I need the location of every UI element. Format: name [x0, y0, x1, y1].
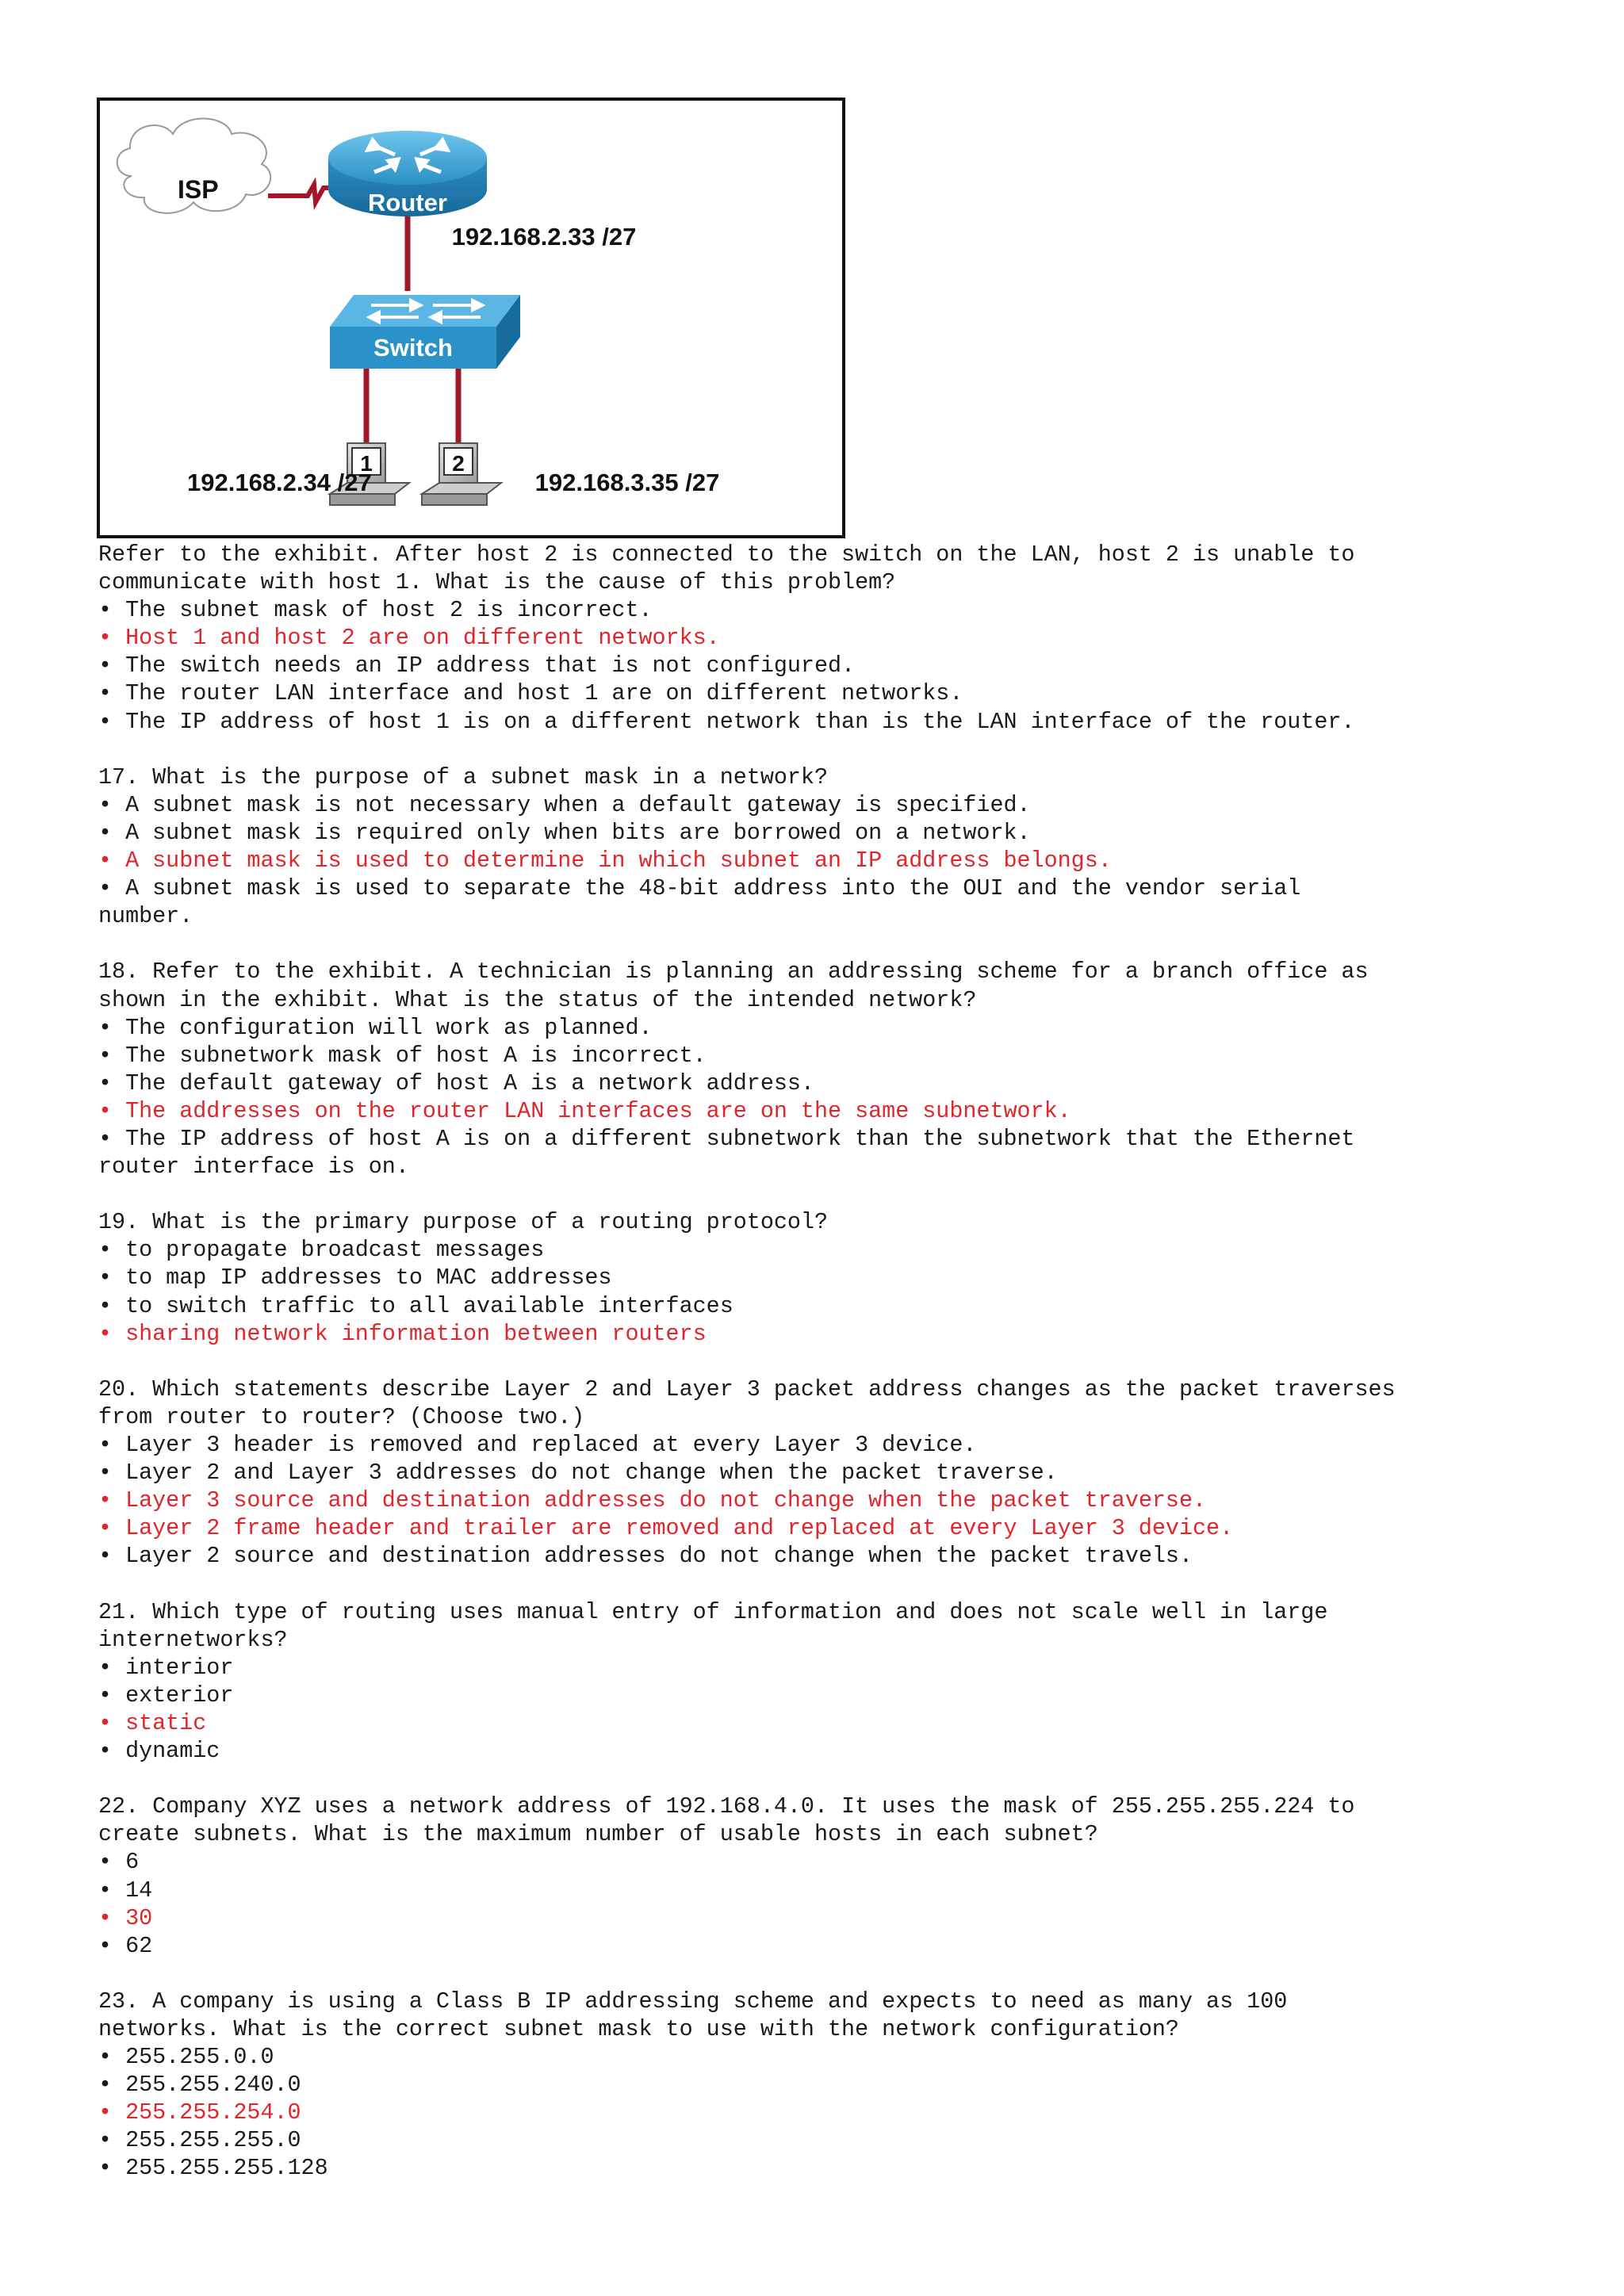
answer-option: • A subnet mask is used to separate the 48-bit address into the OUI and the vendor serial: [98, 875, 1301, 902]
question-block-q16: [98, 541, 1605, 736]
question-gap: [98, 1765, 1605, 1793]
question-text-body: [98, 541, 1605, 2183]
network-diagram: [100, 101, 842, 535]
question-block-q21: [98, 1598, 1605, 1766]
answer-option: • exterior: [98, 1682, 234, 1709]
question-block-q17: [98, 763, 1605, 931]
answer-option: • The default gateway of host A is a network address.: [98, 1070, 814, 1096]
correct-answer-option: • Layer 2 frame header and trailer are removed and replaced at every Layer 3 device.: [98, 1515, 1234, 1542]
answer-option: • 62: [98, 1932, 153, 1959]
question-text: 17. What is the purpose of a subnet mask in a network?: [98, 763, 829, 790]
answer-option: • Layer 3 header is removed and replaced at every Layer 3 device.: [98, 1432, 977, 1458]
question-text: create subnets. What is the maximum number of usable hosts in each subnet?: [98, 1821, 1098, 1848]
question-block-q20: [98, 1376, 1605, 1571]
question-text: 21. Which type of routing uses manual entry of information and does not scale well in large: [98, 1598, 1328, 1625]
question-block-q23: [98, 1988, 1605, 2183]
host2-number: 2: [452, 451, 465, 476]
answer-option: • A subnet mask is not necessary when a default gateway is specified.: [98, 791, 1031, 818]
answer-option: • to propagate broadcast messages: [98, 1237, 545, 1264]
answer-option: • Layer 2 source and destination addresses do not change when the packet travels.: [98, 1543, 1193, 1570]
answer-option: • 255.255.0.0: [98, 2044, 274, 2071]
answer-option: number.: [98, 903, 193, 930]
answer-option: • The router LAN interface and host 1 are on different networks.: [98, 680, 963, 707]
question-text: internetworks?: [98, 1626, 288, 1653]
correct-answer-option: • Host 1 and host 2 are on different networks.: [98, 625, 720, 652]
correct-answer-option: • Layer 3 source and destination addresses do not change when the packet traverse.: [98, 1487, 1207, 1514]
question-text: networks. What is the correct subnet mask to use with the network configuration?: [98, 2015, 1179, 2042]
question-text: Refer to the exhibit. After host 2 is connected to the switch on the LAN, host 2 is unable to: [98, 541, 1355, 568]
correct-answer-option: • 30: [98, 1904, 153, 1931]
answer-option: • The subnet mask of host 2 is incorrect.: [98, 597, 653, 624]
answer-option: • dynamic: [98, 1738, 220, 1765]
question-text: communicate with host 1. What is the cause of this problem?: [98, 569, 896, 596]
answer-option: • 6: [98, 1849, 140, 1876]
correct-answer-option: • 255.255.254.0: [98, 2099, 301, 2126]
question-block-q18: [98, 958, 1605, 1181]
question-gap: [98, 1181, 1605, 1208]
question-text: shown in the exhibit. What is the status of the intended network?: [98, 986, 977, 1013]
question-gap: [98, 736, 1605, 763]
router-label: Router: [368, 189, 447, 216]
question-block-q22: [98, 1793, 1605, 1960]
question-text: 22. Company XYZ uses a network address of 192.168.4.0. It uses the mask of 255.255.255.224 to: [98, 1793, 1355, 1820]
answer-option: • The IP address of host A is on a different subnetwork than the subnetwork that the Ethernet: [98, 1125, 1355, 1152]
question-text: 18. Refer to the exhibit. A technician is planning an addressing scheme for a branch office as: [98, 959, 1369, 985]
isp-label: ISP: [178, 175, 219, 204]
host1-ip-label: 192.168.2.34 /27: [187, 469, 372, 496]
question-text: 20. Which statements describe Layer 2 and Layer 3 packet address changes as the packet traverses: [98, 1376, 1396, 1402]
question-text: 19. What is the primary purpose of a routing protocol?: [98, 1209, 829, 1236]
answer-option: • interior: [98, 1654, 234, 1681]
answer-option: • 255.255.240.0: [98, 2072, 301, 2099]
question-gap: [98, 1348, 1605, 1376]
question-gap: [98, 1960, 1605, 1988]
router-ip-label: 192.168.2.33 /27: [451, 223, 637, 251]
question-block-q19: [98, 1208, 1605, 1347]
switch-label: Switch: [373, 334, 453, 362]
question-text: 23. A company is using a Class B IP addressing scheme and expects to need as many as 100: [98, 1988, 1288, 2015]
correct-answer-option: • sharing network information between routers: [98, 1320, 707, 1347]
correct-answer-option: • The addresses on the router LAN interfaces are on the same subnetwork.: [98, 1097, 1071, 1124]
question-gap: [98, 1570, 1605, 1598]
network-exhibit: [97, 98, 845, 538]
answer-option: • 255.255.255.128: [98, 2155, 328, 2182]
answer-option: • 255.255.255.0: [98, 2127, 301, 2154]
correct-answer-option: • A subnet mask is used to determine in which subnet an IP address belongs.: [98, 848, 1112, 874]
answer-option: • A subnet mask is required only when bits are borrowed on a network.: [98, 819, 1031, 846]
host1-number: 1: [360, 451, 373, 476]
answer-option: • The subnetwork mask of host A is incorrect.: [98, 1042, 707, 1069]
answer-option: • The switch needs an IP address that is not configured.: [98, 652, 856, 679]
host2-ip-label: 192.168.3.35 /27: [534, 469, 720, 496]
answer-option: router interface is on.: [98, 1154, 409, 1181]
question-gap: [98, 930, 1605, 958]
answer-option: • to map IP addresses to MAC addresses: [98, 1265, 612, 1292]
answer-option: • Layer 2 and Layer 3 addresses do not change when the packet traverse.: [98, 1460, 1058, 1487]
correct-answer-option: • static: [98, 1709, 207, 1736]
answer-option: • 14: [98, 1877, 153, 1904]
answer-option: • The IP address of host 1 is on a different network than is the LAN interface of the router.: [98, 708, 1355, 735]
answer-option: • The configuration will work as planned.: [98, 1014, 653, 1041]
question-text: from router to router? (Choose two.): [98, 1403, 585, 1430]
answer-option: • to switch traffic to all available interfaces: [98, 1292, 733, 1319]
